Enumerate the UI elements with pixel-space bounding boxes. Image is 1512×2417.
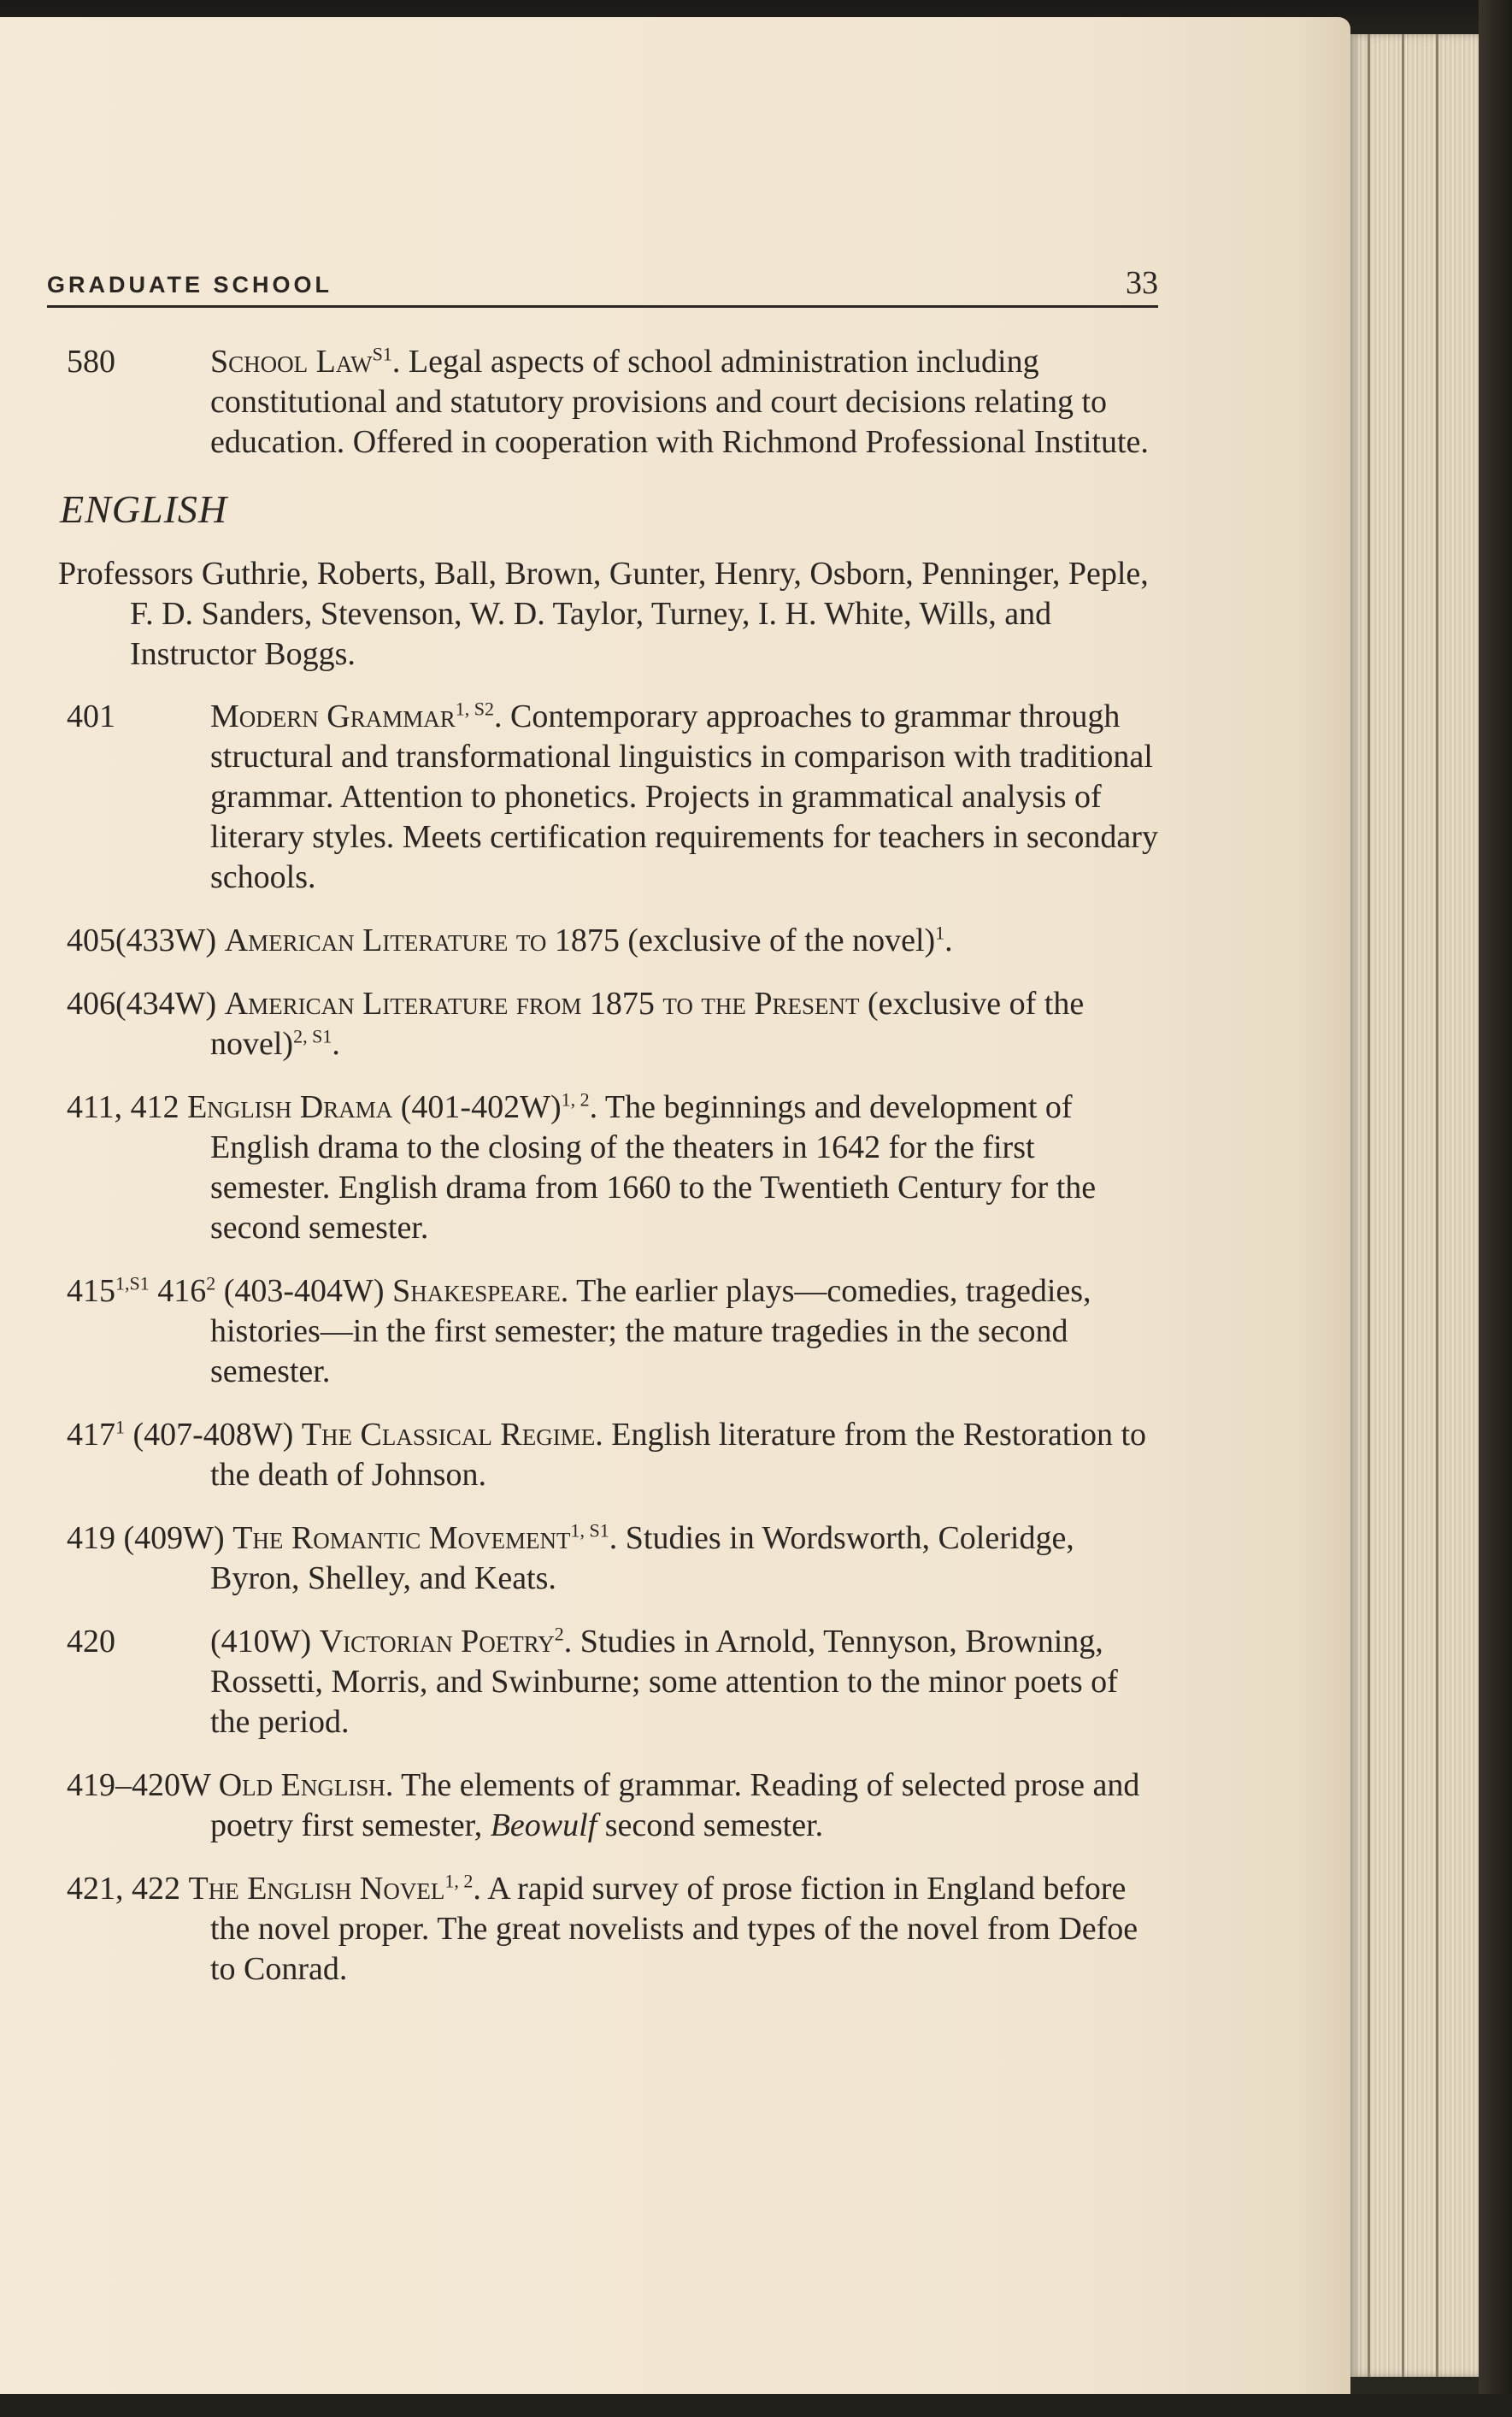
course-sup: S1	[372, 343, 392, 365]
course-number: 411, 412	[67, 1089, 179, 1125]
course-title: Victorian Poetry	[319, 1624, 555, 1659]
course-number-sup: 2	[206, 1272, 216, 1294]
bottom-edge	[0, 2394, 1512, 2417]
course-entry-420	[67, 1622, 1161, 1742]
course-entry-411	[67, 1088, 1161, 1248]
course-text: . Contemporary approaches to grammar through structural and transformational linguistics in comparison with traditional grammar. Attention to phonetics. Projects in grammatical analysis of literary styles. Meets certification requirements for teachers in secondary schools.	[210, 699, 1158, 895]
course-title: Modern Grammar	[210, 699, 456, 734]
course-text: 1875 (exclusive of the novel)	[546, 923, 936, 958]
course-description	[210, 342, 1161, 463]
course-entry-405	[67, 921, 1161, 961]
page-edge-line	[1368, 34, 1370, 2377]
course-entry-419-420	[67, 1766, 1161, 1846]
course-description	[67, 1766, 1161, 1846]
course-title: The Classical Regime	[301, 1417, 596, 1453]
course-text: . A rapid survey of prose fiction in England before the novel proper. The great novelists and types of the novel from Defoe to Conrad.	[210, 1871, 1138, 1987]
course-number: 417	[67, 1417, 115, 1453]
course-text: . Legal aspects of school administration including constitutional and statutory provisions and court decisions relating to education. Offered in cooperation with Richmond Professional Institute.	[210, 344, 1149, 460]
course-description	[67, 921, 1161, 961]
course-sup: 1	[935, 922, 945, 944]
course-text: .	[944, 923, 953, 958]
course-entry-401	[67, 697, 1161, 898]
course-number: 419	[67, 1520, 115, 1556]
course-number: 580	[67, 344, 115, 380]
course-entry-421	[67, 1869, 1161, 1990]
course-title: American Literature to	[224, 923, 547, 958]
course-text: (409W)	[115, 1520, 233, 1556]
course-sup: 2	[554, 1623, 564, 1645]
course-sup: 1, S2	[455, 698, 495, 720]
page-edge-line	[1436, 34, 1438, 2377]
course-entry-419	[67, 1518, 1161, 1599]
course-title: The English Novel	[188, 1871, 445, 1907]
course-description	[210, 697, 1161, 898]
course-text: second semester.	[597, 1807, 824, 1843]
course-number: 406(434W)	[67, 986, 217, 1022]
course-description	[67, 1869, 1161, 1990]
faculty-list: Professors Guthrie, Roberts, Ball, Brown, Gunter, Henry, Osborn, Penninger, Peple, F. D. Sanders, Stevenson, W. D. Taylor, Turney, I. H. White, Wills, and Instructor Boggs.	[58, 556, 1149, 672]
course-title: to the Present	[662, 986, 860, 1022]
book-cover-edge	[1479, 0, 1512, 2417]
page-edge-line	[1402, 34, 1404, 2377]
course-text: . Studies in Wordsworth, Coleridge, Byron, Shelley, and Keats.	[210, 1520, 1074, 1596]
course-number-sup: 1,S1	[115, 1272, 150, 1294]
course-sup: 2, S1	[293, 1025, 332, 1047]
running-header	[47, 261, 1158, 308]
course-number: 405(433W)	[67, 923, 217, 958]
page-number: 33	[1126, 265, 1158, 301]
course-text: 1875	[581, 986, 663, 1022]
course-text: . English literature from the Restoration to the death of Johnson.	[210, 1417, 1147, 1493]
course-description	[67, 1518, 1161, 1599]
section-heading: ENGLISH	[60, 487, 228, 531]
course-text: (403-404W)	[215, 1273, 393, 1309]
course-sup: 1, 2	[561, 1088, 590, 1111]
page-edges	[1350, 34, 1479, 2377]
page-content	[58, 342, 1161, 2013]
course-description	[67, 984, 1161, 1064]
course-number: 420	[67, 1624, 115, 1659]
header-title: GRADUATE SCHOOL	[47, 272, 332, 298]
course-text-italic: Beowulf	[490, 1807, 597, 1843]
course-number: 421, 422	[67, 1871, 180, 1907]
course-title: American Literature from	[224, 986, 582, 1022]
course-entry-580	[67, 342, 1161, 463]
course-text: (401-402W)	[392, 1089, 562, 1125]
course-description	[67, 1271, 1161, 1392]
course-entry-417	[67, 1415, 1161, 1495]
course-text: . Studies in Arnold, Tennyson, Browning, Rossetti, Morris, and Swinburne; some attention to the minor poets of the period.	[210, 1624, 1118, 1740]
course-sup: 1, S1	[570, 1519, 609, 1542]
course-text: . The beginnings and development of English drama to the closing of the theaters in 1642 for the first semester. English drama from 1660 to the Twentieth Century for the second semester.	[210, 1089, 1097, 1246]
course-number: 416	[149, 1273, 207, 1309]
course-title: Old English	[218, 1767, 385, 1803]
course-number: 401	[67, 699, 115, 734]
course-text: . The elements of grammar. Reading of selected prose and poetry first semester,	[210, 1767, 1140, 1843]
course-title: School Law	[210, 344, 373, 380]
course-title: The Romantic Movement	[232, 1520, 571, 1556]
course-text: (exclusive of the novel)	[210, 986, 1085, 1062]
course-text: (407-408W)	[125, 1417, 302, 1453]
course-number: 419–420W	[67, 1767, 211, 1803]
course-text: . The earlier plays—comedies, tragedies, histories—in the first semester; the mature tragedies in the second semester.	[210, 1273, 1091, 1389]
course-title: English Drama	[187, 1089, 393, 1125]
course-number-sup: 1	[115, 1416, 125, 1438]
course-entry-415	[67, 1271, 1161, 1392]
course-sup: 1, 2	[444, 1870, 474, 1892]
course-number: 415	[67, 1273, 115, 1309]
course-text: .	[332, 1026, 340, 1062]
course-text: (410W)	[210, 1624, 320, 1659]
course-title: Shakespeare	[392, 1273, 561, 1309]
course-entry-406	[67, 984, 1161, 1064]
course-description	[67, 1088, 1161, 1248]
course-description	[210, 1622, 1161, 1742]
course-description	[67, 1415, 1161, 1495]
